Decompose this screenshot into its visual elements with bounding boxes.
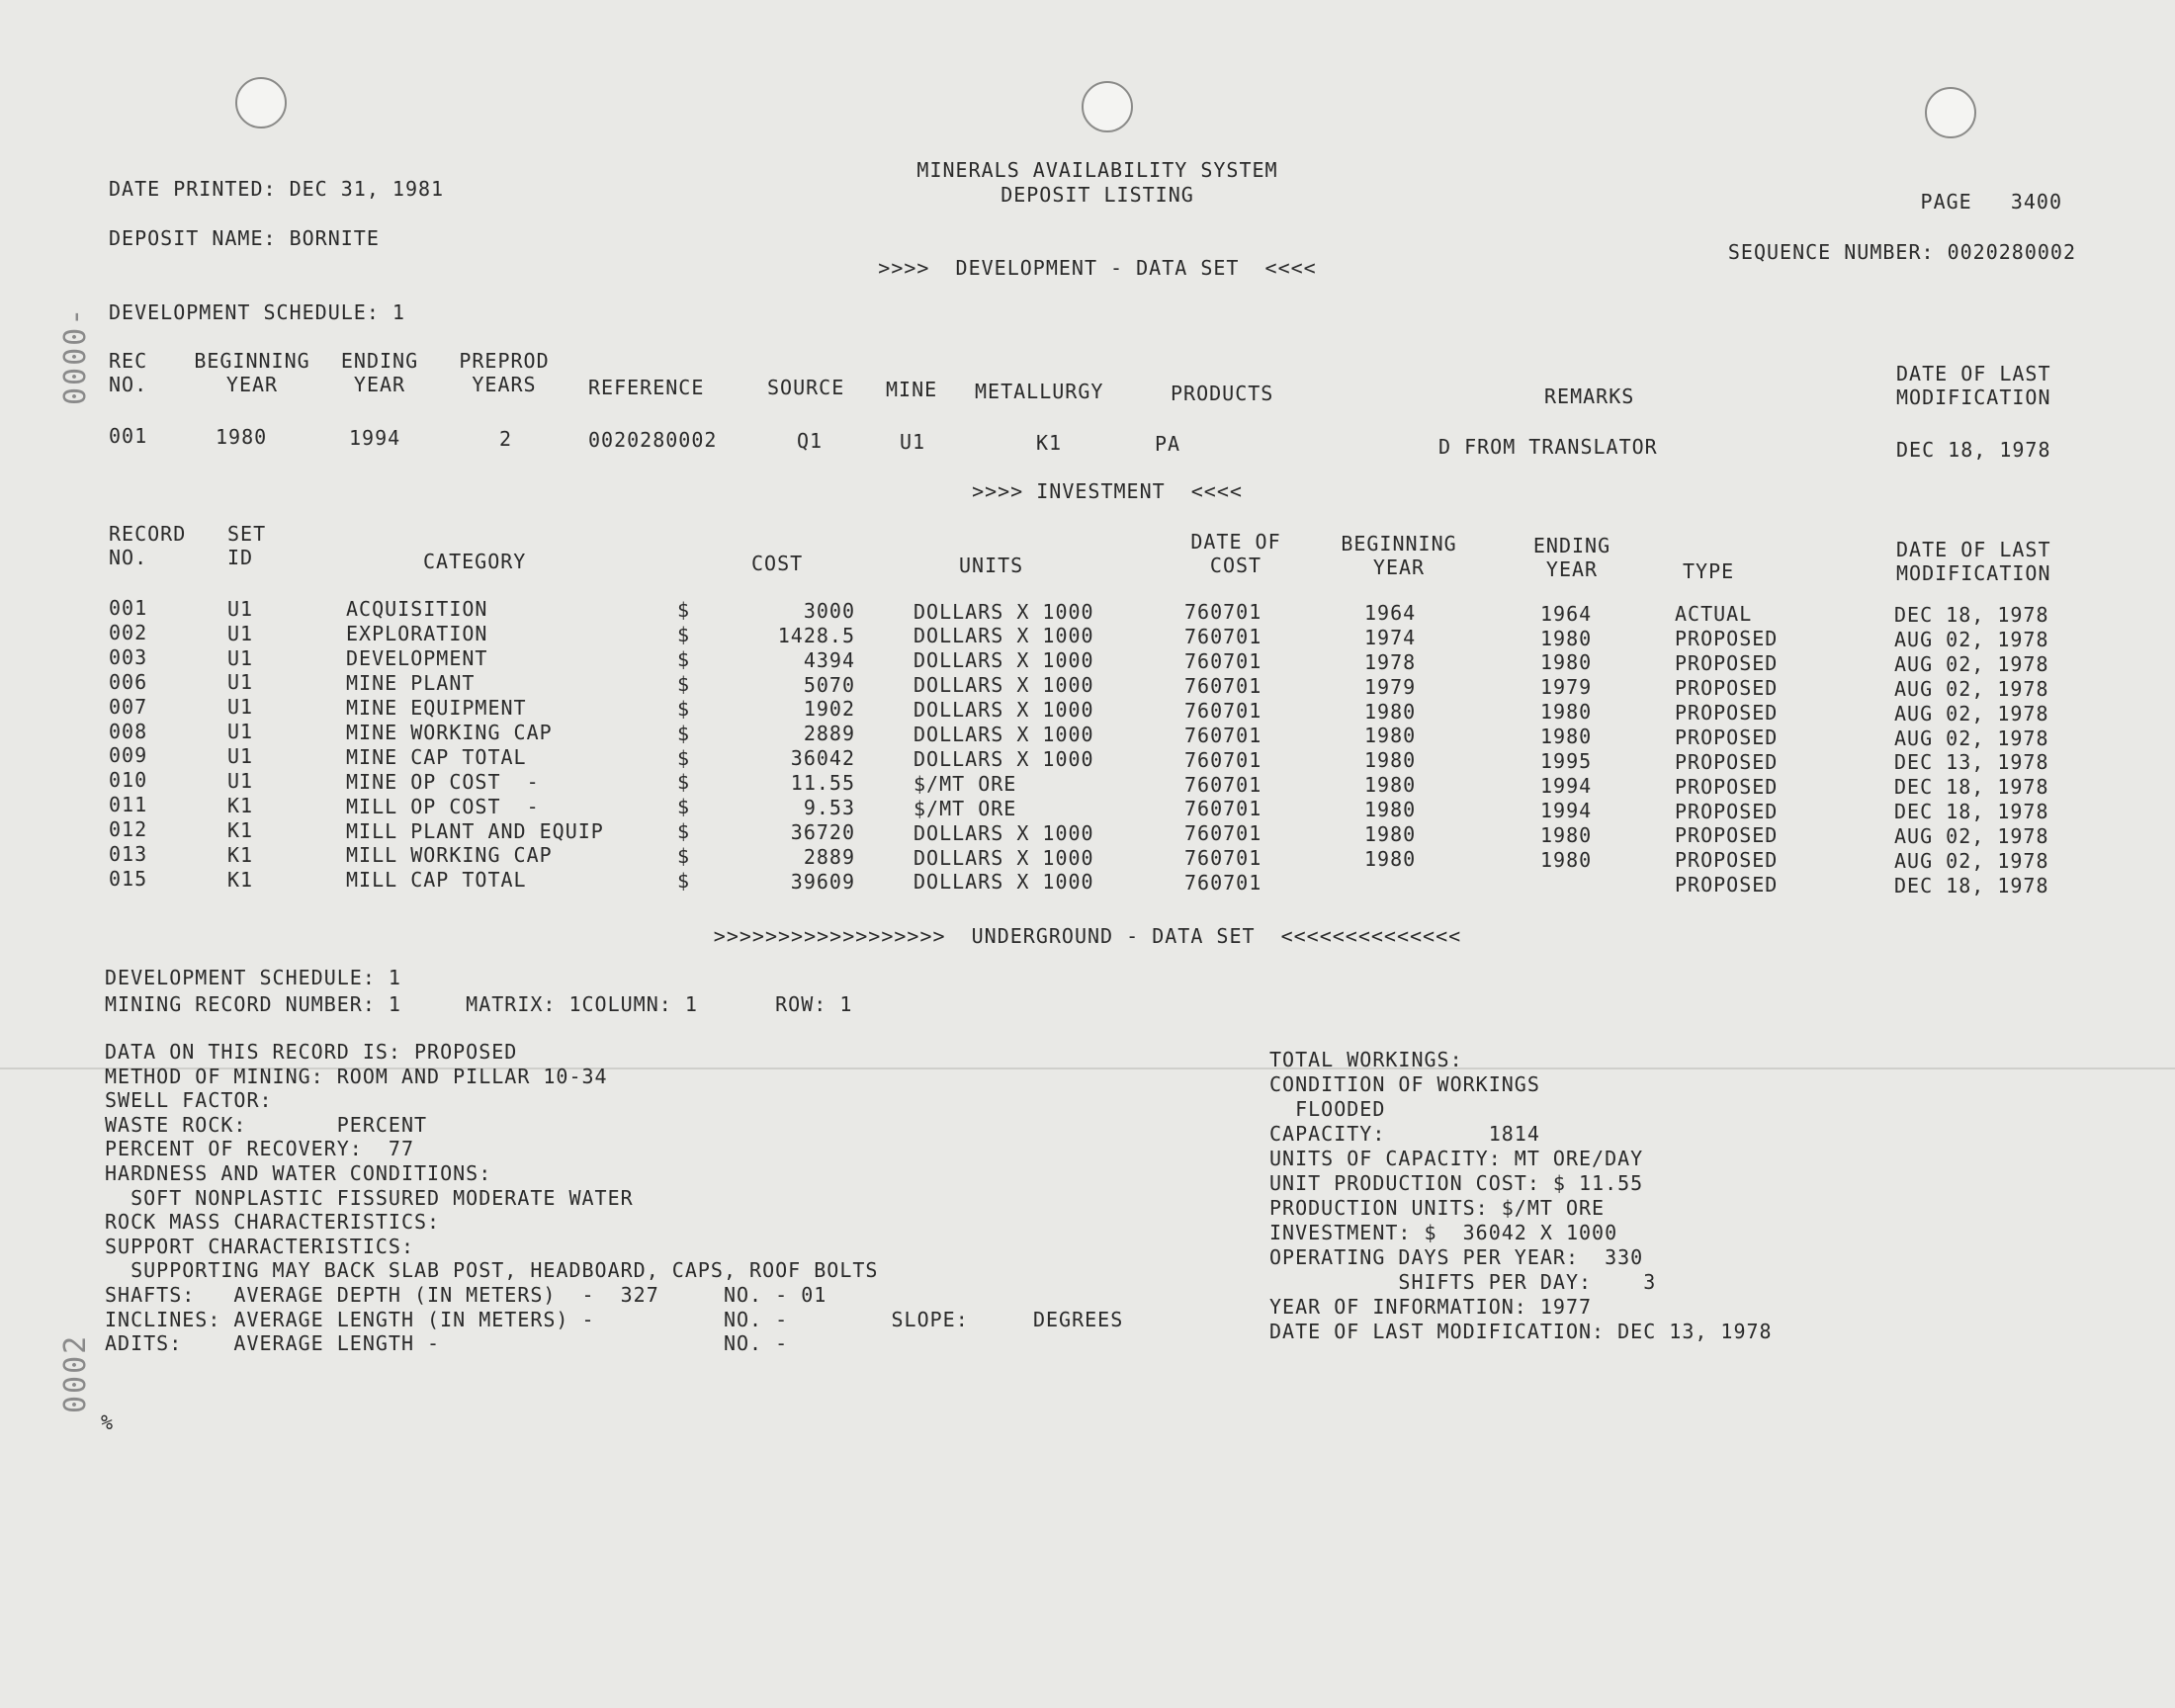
investment-banner: >>>> INVESTMENT <<<< xyxy=(972,479,1243,503)
inv-category: EXPLORATION xyxy=(346,622,488,646)
ug-mining-record: MINING RECORD NUMBER: 1 MATRIX: 1COLUMN: 1 ROW: 1 xyxy=(105,992,853,1016)
underground-banner: >>>>>>>>>>>>>>>>>> UNDERGROUND - DATA SET <<<<<<<<<<<<<< xyxy=(713,924,1462,948)
punch-hole-left xyxy=(235,77,287,128)
inv-ending-year: 1980 xyxy=(1540,822,1593,847)
inv-set-id: K1 xyxy=(227,867,254,892)
inv-set-id: U1 xyxy=(227,670,254,695)
inv-date-cost: 760701 xyxy=(1184,698,1262,723)
inv-dollar-sign: $ xyxy=(677,598,691,623)
inv-ending-year: 1980 xyxy=(1540,847,1593,872)
inv-record-no: 010 xyxy=(109,768,148,793)
inv-cost: 1902 xyxy=(803,697,855,722)
ug-right-line: UNITS OF CAPACITY: MT ORE/DAY xyxy=(1269,1147,1644,1170)
date-printed: DATE PRINTED: DEC 31, 1981 xyxy=(109,177,445,201)
inv-units: $/MT ORE xyxy=(914,771,1017,796)
inv-date-mod: AUG 02, 1978 xyxy=(1894,726,2049,750)
dev-rec: 001 xyxy=(109,424,148,448)
inv-header-date-mod: DATE OF LAST MODIFICATION xyxy=(1896,538,2051,585)
inv-cost: 2889 xyxy=(803,722,855,746)
inv-dollar-sign: $ xyxy=(677,721,691,745)
ug-right-line: CONDITION OF WORKINGS xyxy=(1269,1072,1540,1096)
inv-units: DOLLARS X 1000 xyxy=(914,698,1094,723)
punch-hole-right xyxy=(1925,87,1976,138)
inv-type: PROPOSED xyxy=(1675,823,1779,848)
ug-right-line: SHIFTS PER DAY: 3 xyxy=(1269,1270,1657,1294)
ug-right-line: YEAR OF INFORMATION: 1977 xyxy=(1269,1295,1593,1319)
ug-left-line: DATA ON THIS RECORD IS: PROPOSED xyxy=(105,1040,518,1064)
footer-percent-mark: % xyxy=(101,1410,115,1434)
ug-left-line: SWELL FACTOR: xyxy=(105,1088,273,1113)
inv-dollar-sign: $ xyxy=(677,795,691,819)
inv-beginning-year: 1979 xyxy=(1364,674,1417,699)
inv-cost: 2889 xyxy=(803,844,855,869)
dev-date-mod: DEC 18, 1978 xyxy=(1896,438,2051,462)
inv-record-no: 001 xyxy=(109,596,148,620)
inv-set-id: U1 xyxy=(227,596,254,621)
inv-header-date-cost: DATE OF COST xyxy=(1190,530,1281,577)
inv-cost: 5070 xyxy=(803,672,855,697)
inv-header-set: SET ID xyxy=(227,522,267,569)
inv-category: MINE CAP TOTAL xyxy=(346,744,527,769)
dev-header-reference: REFERENCE xyxy=(588,376,705,399)
inv-date-mod: AUG 02, 1978 xyxy=(1894,701,2049,726)
ug-left-line: METHOD OF MINING: ROOM AND PILLAR 10-34 xyxy=(105,1064,608,1088)
ug-right-line: UNIT PRODUCTION COST: $ 11.55 xyxy=(1269,1171,1644,1195)
inv-type: PROPOSED xyxy=(1675,848,1779,873)
dev-header-preprod: PREPROD YEARS xyxy=(459,349,550,396)
inv-record-no: 003 xyxy=(109,644,148,669)
inv-set-id: K1 xyxy=(227,842,254,867)
inv-type: ACTUAL xyxy=(1675,602,1753,627)
inv-date-mod: AUG 02, 1978 xyxy=(1894,627,2049,651)
inv-header-beginning: BEGINNING YEAR xyxy=(1341,532,1457,579)
inv-category: ACQUISITION xyxy=(346,597,488,622)
inv-date-cost: 760701 xyxy=(1184,747,1262,772)
inv-ending-year: 1964 xyxy=(1540,601,1593,626)
dev-source: Q1 xyxy=(797,429,824,453)
inv-dollar-sign: $ xyxy=(677,623,691,646)
inv-set-id: U1 xyxy=(227,645,254,670)
inv-date-cost: 760701 xyxy=(1184,846,1262,871)
inv-category: MILL PLANT AND EQUIP xyxy=(346,818,604,843)
dev-products: PA xyxy=(1155,432,1181,456)
inv-dollar-sign: $ xyxy=(677,646,691,671)
inv-type: PROPOSED xyxy=(1675,725,1779,749)
inv-beginning-year: 1980 xyxy=(1364,798,1417,822)
inv-category: MILL OP COST - xyxy=(346,794,540,818)
inv-units: DOLLARS X 1000 xyxy=(914,746,1094,771)
inv-ending-year: 1980 xyxy=(1540,700,1593,725)
inv-beginning-year: 1980 xyxy=(1364,822,1417,846)
deposit-name: DEPOSIT NAME: BORNITE xyxy=(109,226,380,250)
punch-hole-center xyxy=(1082,81,1133,132)
inv-dollar-sign: $ xyxy=(677,770,691,795)
inv-dollar-sign: $ xyxy=(677,869,691,893)
inv-date-cost: 760701 xyxy=(1184,649,1262,673)
inv-record-no: 012 xyxy=(109,817,148,842)
inv-dollar-sign: $ xyxy=(677,671,691,696)
inv-date-mod: DEC 18, 1978 xyxy=(1894,603,2049,627)
inv-ending-year: 1979 xyxy=(1540,675,1593,700)
ug-left-line: ADITS: AVERAGE LENGTH - NO. - xyxy=(105,1331,789,1356)
inv-set-id: K1 xyxy=(227,817,254,842)
ug-right-line: CAPACITY: 1814 xyxy=(1269,1122,1540,1146)
ug-left-line: INCLINES: AVERAGE LENGTH (IN METERS) - NO. - SLOPE: DEGREES xyxy=(105,1307,1124,1331)
inv-date-mod: DEC 18, 1978 xyxy=(1894,775,2049,800)
dev-header-products: PRODUCTS xyxy=(1171,382,1274,405)
dev-header-mine: MINE xyxy=(886,378,938,401)
inv-units: DOLLARS X 1000 xyxy=(914,845,1094,870)
inv-date-cost: 760701 xyxy=(1184,673,1262,698)
dev-remarks: D FROM TRANSLATOR xyxy=(1438,435,1658,459)
inv-date-mod: AUG 02, 1978 xyxy=(1894,651,2049,676)
inv-date-cost: 760701 xyxy=(1184,600,1262,625)
inv-ending-year: 1994 xyxy=(1540,773,1593,798)
ug-right-line: FLOODED xyxy=(1269,1097,1386,1121)
inv-dollar-sign: $ xyxy=(677,819,691,844)
inv-header-record: RECORD NO. xyxy=(109,522,187,569)
ug-left-line: SHAFTS: AVERAGE DEPTH (IN METERS) - 327 NO. - 01 xyxy=(105,1283,827,1307)
margin-stamp-top: 0000- xyxy=(58,305,93,405)
dev-header-date-mod: DATE OF LAST MODIFICATION xyxy=(1896,362,2051,409)
inv-ending-year: 1980 xyxy=(1540,725,1593,749)
inv-dollar-sign: $ xyxy=(677,696,691,721)
ug-left-line: WASTE ROCK: PERCENT xyxy=(105,1112,428,1137)
inv-type: PROPOSED xyxy=(1675,651,1779,676)
inv-type: PROPOSED xyxy=(1675,873,1779,897)
inv-ending-year: 1994 xyxy=(1540,798,1593,822)
inv-set-id: U1 xyxy=(227,695,254,720)
inv-date-mod: AUG 02, 1978 xyxy=(1894,676,2049,701)
dev-header-rec: REC NO. xyxy=(109,349,148,396)
inv-units: DOLLARS X 1000 xyxy=(914,820,1094,845)
inv-set-id: K1 xyxy=(227,793,254,817)
ug-left-line: SUPPORT CHARACTERISTICS: xyxy=(105,1234,414,1258)
margin-stamp-bottom: 0002 xyxy=(58,1333,93,1413)
ug-right-line: PRODUCTION UNITS: $/MT ORE xyxy=(1269,1196,1606,1220)
inv-date-mod: DEC 18, 1978 xyxy=(1894,800,2049,824)
inv-header-units: UNITS xyxy=(959,554,1024,577)
inv-units: DOLLARS X 1000 xyxy=(914,599,1094,624)
inv-record-no: 008 xyxy=(109,719,148,743)
inv-date-mod: DEC 18, 1978 xyxy=(1894,873,2049,897)
inv-beginning-year: 1980 xyxy=(1364,773,1417,798)
development-schedule: DEVELOPMENT SCHEDULE: 1 xyxy=(109,300,405,324)
ug-development-schedule: DEVELOPMENT SCHEDULE: 1 xyxy=(105,966,401,989)
inv-set-id: U1 xyxy=(227,769,254,793)
inv-set-id: U1 xyxy=(227,720,254,744)
inv-category: MINE EQUIPMENT xyxy=(346,696,527,720)
inv-cost: 39609 xyxy=(790,869,855,894)
inv-beginning-year: 1978 xyxy=(1364,649,1417,674)
inv-type: PROPOSED xyxy=(1675,700,1779,725)
dev-header-ending: ENDING YEAR xyxy=(340,349,419,396)
inv-date-cost: 760701 xyxy=(1184,871,1262,896)
ug-left-line: ROCK MASS CHARACTERISTICS: xyxy=(105,1210,441,1235)
inv-cost: 3000 xyxy=(803,598,855,623)
inv-category: DEVELOPMENT xyxy=(346,646,488,671)
inv-date-mod: AUG 02, 1978 xyxy=(1894,824,2049,849)
inv-ending-year: 1995 xyxy=(1540,749,1593,773)
inv-units: DOLLARS X 1000 xyxy=(914,673,1094,698)
inv-cost: 9.53 xyxy=(803,796,855,819)
inv-type: PROPOSED xyxy=(1675,676,1779,700)
inv-beginning-year: 1980 xyxy=(1364,846,1417,871)
inv-category: MILL WORKING CAP xyxy=(346,843,553,868)
dev-metallurgy: K1 xyxy=(1036,431,1063,455)
dev-preprod: 2 xyxy=(499,427,513,451)
ug-right-line: INVESTMENT: $ 36042 X 1000 xyxy=(1269,1221,1618,1244)
dev-beginning: 1980 xyxy=(216,425,268,449)
inv-units: DOLLARS X 1000 xyxy=(914,648,1094,673)
inv-units: DOLLARS X 1000 xyxy=(914,870,1094,895)
inv-beginning-year: 1974 xyxy=(1364,625,1417,649)
inv-record-no: 013 xyxy=(109,842,148,866)
inv-cost: 36720 xyxy=(790,819,855,844)
inv-set-id: U1 xyxy=(227,621,254,645)
ug-right-line: OPERATING DAYS PER YEAR: 330 xyxy=(1269,1245,1644,1269)
inv-date-cost: 760701 xyxy=(1184,723,1262,747)
inv-set-id: U1 xyxy=(227,744,254,769)
dev-header-beginning: BEGINNING YEAR xyxy=(194,349,310,396)
inv-cost: 4394 xyxy=(803,647,855,672)
inv-header-type: TYPE xyxy=(1683,559,1735,583)
inv-header-cost: COST xyxy=(751,552,804,575)
inv-beginning-year: 1964 xyxy=(1364,600,1417,625)
development-banner: >>>> DEVELOPMENT - DATA SET <<<< xyxy=(878,256,1317,280)
inv-units: $/MT ORE xyxy=(914,796,1017,820)
dev-reference: 0020280002 xyxy=(588,428,718,452)
inv-date-cost: 760701 xyxy=(1184,772,1262,797)
inv-record-no: 002 xyxy=(109,620,148,644)
inv-record-no: 015 xyxy=(109,866,148,891)
inv-cost: 11.55 xyxy=(790,771,855,796)
inv-category: MINE WORKING CAP xyxy=(346,720,553,744)
inv-cost: 36042 xyxy=(790,746,855,771)
inv-date-cost: 760701 xyxy=(1184,625,1262,649)
dev-ending: 1994 xyxy=(349,426,401,450)
system-title: MINERALS AVAILABILITY SYSTEM xyxy=(916,158,1278,182)
ug-left-line: SUPPORTING MAY BACK SLAB POST, HEADBOARD, CAPS, ROOF BOLTS xyxy=(105,1258,879,1283)
inv-units: DOLLARS X 1000 xyxy=(914,624,1094,648)
inv-category: MINE OP COST - xyxy=(346,769,540,794)
inv-record-no: 011 xyxy=(109,793,148,817)
inv-dollar-sign: $ xyxy=(677,745,691,770)
inv-header-ending: ENDING YEAR xyxy=(1532,534,1611,581)
inv-category: MINE PLANT xyxy=(346,671,476,696)
inv-date-mod: DEC 13, 1978 xyxy=(1894,750,2049,775)
sequence-number: SEQUENCE NUMBER: 0020280002 xyxy=(1727,240,2076,264)
inv-ending-year: 1980 xyxy=(1540,626,1593,650)
inv-type: PROPOSED xyxy=(1675,799,1779,823)
dev-header-source: SOURCE xyxy=(767,376,845,399)
dev-header-remarks: REMARKS xyxy=(1544,384,1635,408)
inv-record-no: 009 xyxy=(109,743,148,768)
inv-category: MILL CAP TOTAL xyxy=(346,868,527,893)
inv-type: PROPOSED xyxy=(1675,749,1779,774)
ug-left-line: SOFT NONPLASTIC FISSURED MODERATE WATER xyxy=(105,1185,634,1210)
inv-beginning-year: 1980 xyxy=(1364,748,1417,773)
ug-right-line: DATE OF LAST MODIFICATION: DEC 13, 1978 xyxy=(1269,1320,1773,1343)
inv-date-cost: 760701 xyxy=(1184,821,1262,846)
inv-beginning-year: 1980 xyxy=(1364,699,1417,724)
inv-header-category: CATEGORY xyxy=(423,550,527,573)
inv-dollar-sign: $ xyxy=(677,844,691,869)
dev-mine: U1 xyxy=(900,430,926,454)
page-number: PAGE 3400 xyxy=(1920,190,2062,214)
dev-header-metallurgy: METALLURGY xyxy=(975,380,1104,403)
listing-title: DEPOSIT LISTING xyxy=(1000,183,1194,207)
inv-cost: 1428.5 xyxy=(777,623,855,647)
ug-right-line: TOTAL WORKINGS: xyxy=(1269,1048,1463,1071)
inv-type: PROPOSED xyxy=(1675,627,1779,651)
inv-date-mod: AUG 02, 1978 xyxy=(1894,849,2049,873)
inv-record-no: 006 xyxy=(109,669,148,694)
inv-record-no: 007 xyxy=(109,694,148,719)
inv-ending-year: 1980 xyxy=(1540,650,1593,675)
ug-left-line: HARDNESS AND WATER CONDITIONS: xyxy=(105,1161,492,1185)
inv-units: DOLLARS X 1000 xyxy=(914,723,1094,746)
inv-type: PROPOSED xyxy=(1675,774,1779,799)
ug-left-line: PERCENT OF RECOVERY: 77 xyxy=(105,1137,414,1161)
inv-date-cost: 760701 xyxy=(1184,797,1262,821)
inv-beginning-year: 1980 xyxy=(1364,724,1417,748)
